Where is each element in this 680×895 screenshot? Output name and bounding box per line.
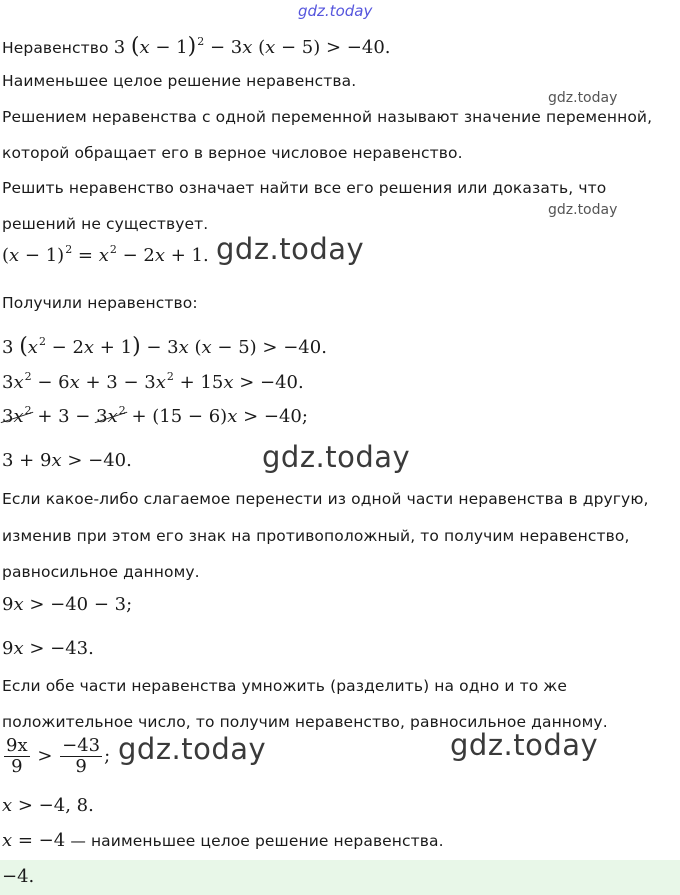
intro-line (2, 34, 391, 59)
watermark-large-4: gdz.today (450, 728, 599, 762)
answer-box (0, 860, 680, 895)
move-rule-line-1: Если какое-либо слагаемое перенести из одной части неравенства в другую, (2, 490, 649, 508)
watermark-top: gdz.today (298, 2, 373, 20)
fraction-right-numerator: −43 (62, 735, 101, 756)
move-rule-line-2: изменив при этом его знак на противоположный, то получим неравенство, (2, 527, 630, 545)
math-step-4: 3 + 9x > −40. (2, 450, 132, 471)
smallest-solution-line (2, 830, 444, 851)
watermark-large-1: gdz.today (216, 232, 365, 266)
math-step-1: 3 $(x^2 - 2x + 1) - 3x$ (x − 5) > −40. (2, 334, 327, 359)
solve-line-1: Решить неравенство означает найти все его решения или доказать, что (2, 179, 607, 197)
fraction-right-denominator: 9 (75, 756, 87, 777)
solve-line-2: решений не существует. (2, 215, 209, 233)
math-step-5: 9x > −40 − 3; (2, 594, 133, 615)
watermark-large-2: gdz.today (262, 440, 411, 474)
fraction-left-numerator: 9x (6, 735, 28, 756)
math-fraction-step: $\frac{9x}{9}$ > $\frac{-43}{9}$ ; (6, 735, 111, 777)
mult-rule-line-2: положительное число, то получим неравенство, равносильное данному. (2, 713, 608, 731)
watermark-large-3: gdz.today (118, 732, 267, 766)
math-step-3: $3x^2 + 3 - 3x^2 + (15 - 6)x > -40$; (2, 404, 308, 427)
math-expand: $(x - 1)^2 = x^2 - 2x + 1$. (2, 243, 209, 266)
math-result: x > −4, 8. (2, 795, 94, 816)
math-step-6: 9x > −43. (2, 638, 94, 659)
mult-rule-line-1: Если обе части неравенства умножить (разделить) на одно и то же (2, 677, 568, 695)
got-inequality-text: Получили неравенство: (2, 294, 198, 312)
intro-inequality: 3 $(x - 1)^2 - 3x$ (x − 5) > −40. (113, 34, 391, 59)
definition-line-2: которой обращает его в верное числовое неравенство. (2, 144, 463, 162)
task-text: Наименьшее целое решение неравенства. (2, 72, 357, 90)
fraction-left (4, 736, 30, 777)
definition-line-1: Решением неравенства с одной переменной называют значение переменной, (2, 108, 653, 126)
fraction-left-denominator: 9 (11, 756, 23, 777)
watermark-small-1: gdz.today (548, 90, 618, 106)
answer-value: −4. (2, 866, 35, 887)
intro-label: Неравенство (2, 39, 109, 57)
move-rule-line-3: равносильное данному. (2, 563, 200, 581)
fraction-right (60, 736, 102, 777)
smallest-solution-text: — наименьшее целое решение неравенства. (70, 832, 444, 850)
watermark-small-2: gdz.today (548, 202, 618, 218)
math-step-2: $3x^2 - 6x + 3 - 3x^2 + 15x > -40$. (2, 370, 304, 393)
smallest-solution-math: x = −4 (2, 830, 66, 851)
